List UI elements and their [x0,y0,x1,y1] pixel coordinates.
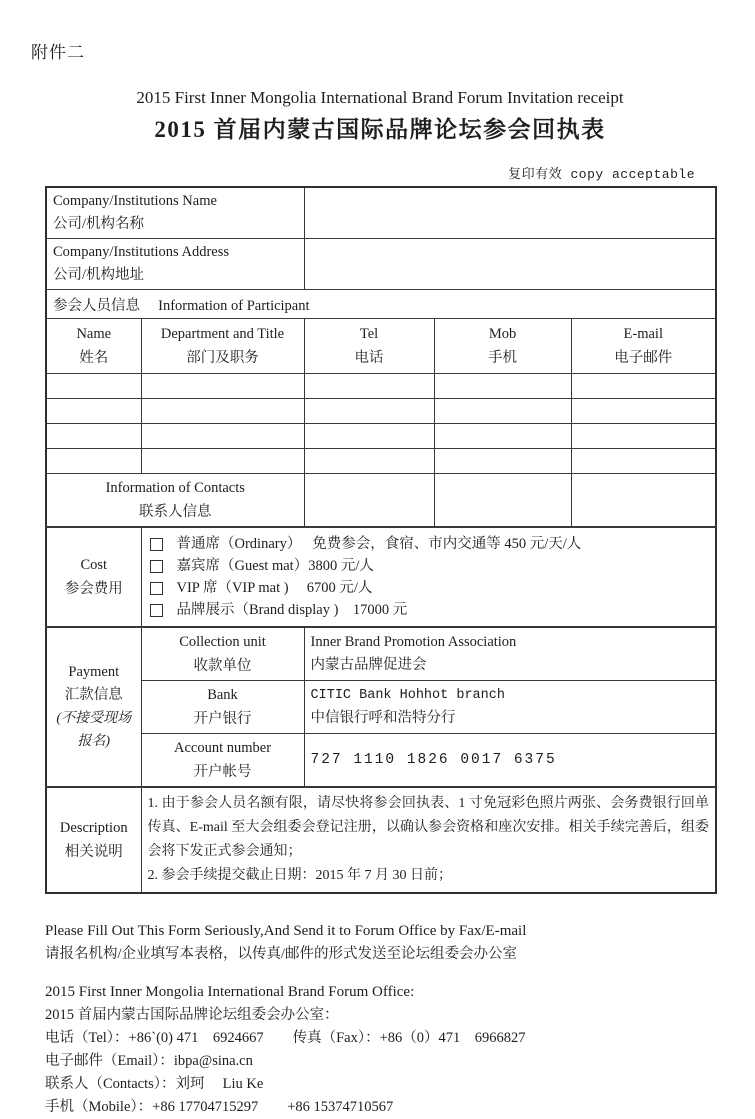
checkbox-vip[interactable] [150,582,163,595]
participant-name-cell[interactable] [46,399,141,424]
checkbox-brand-display[interactable] [150,604,163,617]
description-row [46,787,716,893]
column-header-name-cn: 姓名 [79,350,109,366]
column-header-email [571,319,716,374]
payment-label [46,627,141,787]
column-header-department [141,319,304,374]
collection-unit-label-en: Collection unit [179,634,266,650]
participant-name-cell[interactable] [46,374,141,399]
column-header-department-cn: 部门及职务 [186,350,259,366]
contacts-row [46,474,716,528]
description-label-en: Description [59,820,128,836]
column-header-email-en: E-mail [623,326,663,342]
column-header-department-en: Department and Title [160,326,285,342]
company-name-label-cn: 公司/机构名称 [53,216,145,232]
footer-notice-en: Please Fill Out This Form Seriously,And Send it to Forum Office by Fax/E-mail [45,923,527,939]
participant-row [46,374,716,399]
participant-department-cell[interactable] [141,399,304,424]
payment-collection-row [46,627,716,681]
collection-unit-value-cn: 内蒙古品牌促进会 [310,657,427,673]
registration-form-table [45,186,717,894]
cost-option-brand-display-text: 品牌展示（Brand display ) 17000 元 [176,602,408,618]
contacts-mob-cell[interactable] [434,474,571,528]
participant-name-cell[interactable] [46,449,141,474]
contacts-label [46,474,304,528]
cost-option-guest [148,555,710,577]
bank-value [304,681,716,734]
contacts-label-cn: 联系人信息 [139,504,212,520]
participant-tel-cell[interactable] [304,424,434,449]
account-number-value: 727 1110 1826 0017 6375 [304,734,716,788]
cost-option-ordinary [148,533,710,555]
payment-account-row [46,734,716,788]
participant-department-cell[interactable] [141,449,304,474]
cost-label [46,527,141,627]
document-page [0,38,755,1115]
participant-mob-cell[interactable] [434,424,571,449]
footer-contacts: 联系人（Contacts）：刘珂 Liu Ke [45,1076,264,1092]
company-address-label [46,239,304,290]
participant-mob-cell[interactable] [434,449,571,474]
participant-email-cell[interactable] [571,374,716,399]
cost-option-guest-text: 嘉宾席（Guest mat）3800 元/人 [176,558,374,574]
participant-row [46,424,716,449]
cost-option-ordinary-text: 普通席（Ordinary） 免费参会，食宿、市内交通等 450 元/天/人 [176,536,582,552]
account-number-label-cn: 开户帐号 [193,764,252,780]
column-header-email-cn: 电子邮件 [614,350,673,366]
contacts-email-cell[interactable] [571,474,716,528]
company-name-value-cell[interactable] [304,187,716,239]
bank-label-cn: 开户银行 [193,711,252,727]
payment-bank-row [46,681,716,734]
form-title-english: 2015 First Inner Mongolia International Brand Forum Invitation receipt [136,88,624,107]
account-number-label-en: Account number [173,740,272,756]
column-header-mob [434,319,571,374]
company-name-label [46,187,304,239]
form-title-chinese: 2015 首届内蒙古国际品牌论坛参会回执表 [154,117,606,142]
footer-email: 电子邮件（Email）：ibpa@sina.cn [45,1053,253,1069]
footer [45,920,715,1119]
collection-unit-label-cn: 收款单位 [193,658,252,674]
payment-note-line1: (不接受现场 [56,711,132,726]
company-name-label-en: Company/Institutions Name [53,193,217,209]
collection-unit-label [141,627,304,681]
participant-name-cell[interactable] [46,424,141,449]
column-header-name-en: Name [76,326,112,342]
participant-mob-cell[interactable] [434,399,571,424]
participant-tel-cell[interactable] [304,449,434,474]
participant-row [46,399,716,424]
participant-tel-cell[interactable] [304,374,434,399]
contacts-tel-cell[interactable] [304,474,434,528]
contacts-label-en: Information of Contacts [105,480,245,496]
column-header-name [46,319,141,374]
participant-mob-cell[interactable] [434,374,571,399]
participant-department-cell[interactable] [141,374,304,399]
company-name-row [46,187,716,239]
cost-option-brand-display [148,599,710,621]
company-address-label-cn: 公司/机构地址 [53,267,145,283]
description-label-cn: 相关说明 [64,844,123,860]
account-number-label [141,734,304,788]
column-header-mob-cn: 手机 [488,350,518,366]
bank-label-en: Bank [207,687,238,703]
company-address-value-cell[interactable] [304,239,716,290]
payment-label-en: Payment [68,664,120,680]
column-header-tel-en: Tel [359,326,379,342]
participant-row [46,449,716,474]
copy-acceptable-note: 复印有效 copy acceptable [508,167,695,182]
cost-option-vip-text: VIP 席（VIP mat ) 6700 元/人 [176,580,373,596]
participant-section-label: 参会人员信息 Information of Participant [46,290,716,319]
bank-value-cn: 中信银行呼和浩特分行 [310,710,456,726]
participant-email-cell[interactable] [571,449,716,474]
cost-options-cell [141,527,716,627]
cost-option-vip [148,577,710,599]
participant-email-cell[interactable] [571,424,716,449]
attachment-label: 附件二 [31,43,85,62]
description-text-cell [141,787,716,893]
payment-label-cn: 汇款信息 [64,687,123,703]
participant-email-cell[interactable] [571,399,716,424]
checkbox-ordinary[interactable] [150,538,163,551]
bank-value-en: CITIC Bank Hohhot branch [310,688,505,703]
footer-office-cn: 2015 首届内蒙古国际品牌论坛组委会办公室： [45,1007,339,1023]
checkbox-guest[interactable] [150,560,163,573]
column-header-mob-en: Mob [488,326,517,342]
participant-department-cell[interactable] [141,424,304,449]
collection-unit-value-en: Inner Brand Promotion Association [310,634,517,650]
description-label [46,787,141,893]
column-header-tel-cn: 电话 [354,350,384,366]
description-item-1: 1. 由于参会人员名额有限，请尽快将参会回执表、1 寸免冠彩色照片两张、会务费银行回单传真、E-mail 至大会组委会登记注册，以确认参会资格和座次安排。相关手续完善后，组委会将下发正式参会通知； [147,796,710,859]
bank-label [141,681,304,734]
participant-section-row [46,290,716,319]
company-address-row [46,239,716,290]
footer-mobile: 手机（Mobile）：+86 17704715297 +86 15374710567 [45,1099,394,1115]
cost-row [46,527,716,627]
cost-label-en: Cost [80,557,108,573]
cost-label-cn: 参会费用 [64,581,123,597]
footer-tel-fax: 电话（Tel）：+86`(0) 471 6924667 传真（Fax）：+86（0）471 6966827 [45,1030,526,1046]
payment-note-line2: 报名) [77,734,111,749]
company-address-label-en: Company/Institutions Address [53,244,230,260]
description-item-2: 2. 参会手续提交截止日期：2015 年 7 月 30 日前； [147,868,452,883]
participant-header-row [46,319,716,374]
participant-tel-cell[interactable] [304,399,434,424]
column-header-tel [304,319,434,374]
collection-unit-value [304,627,716,681]
footer-office-en: 2015 First Inner Mongolia International Brand Forum Office: [45,984,415,1000]
footer-notice-cn: 请报名机构/企业填写本表格，以传真/邮件的形式发送至论坛组委会办公室 [45,946,518,962]
